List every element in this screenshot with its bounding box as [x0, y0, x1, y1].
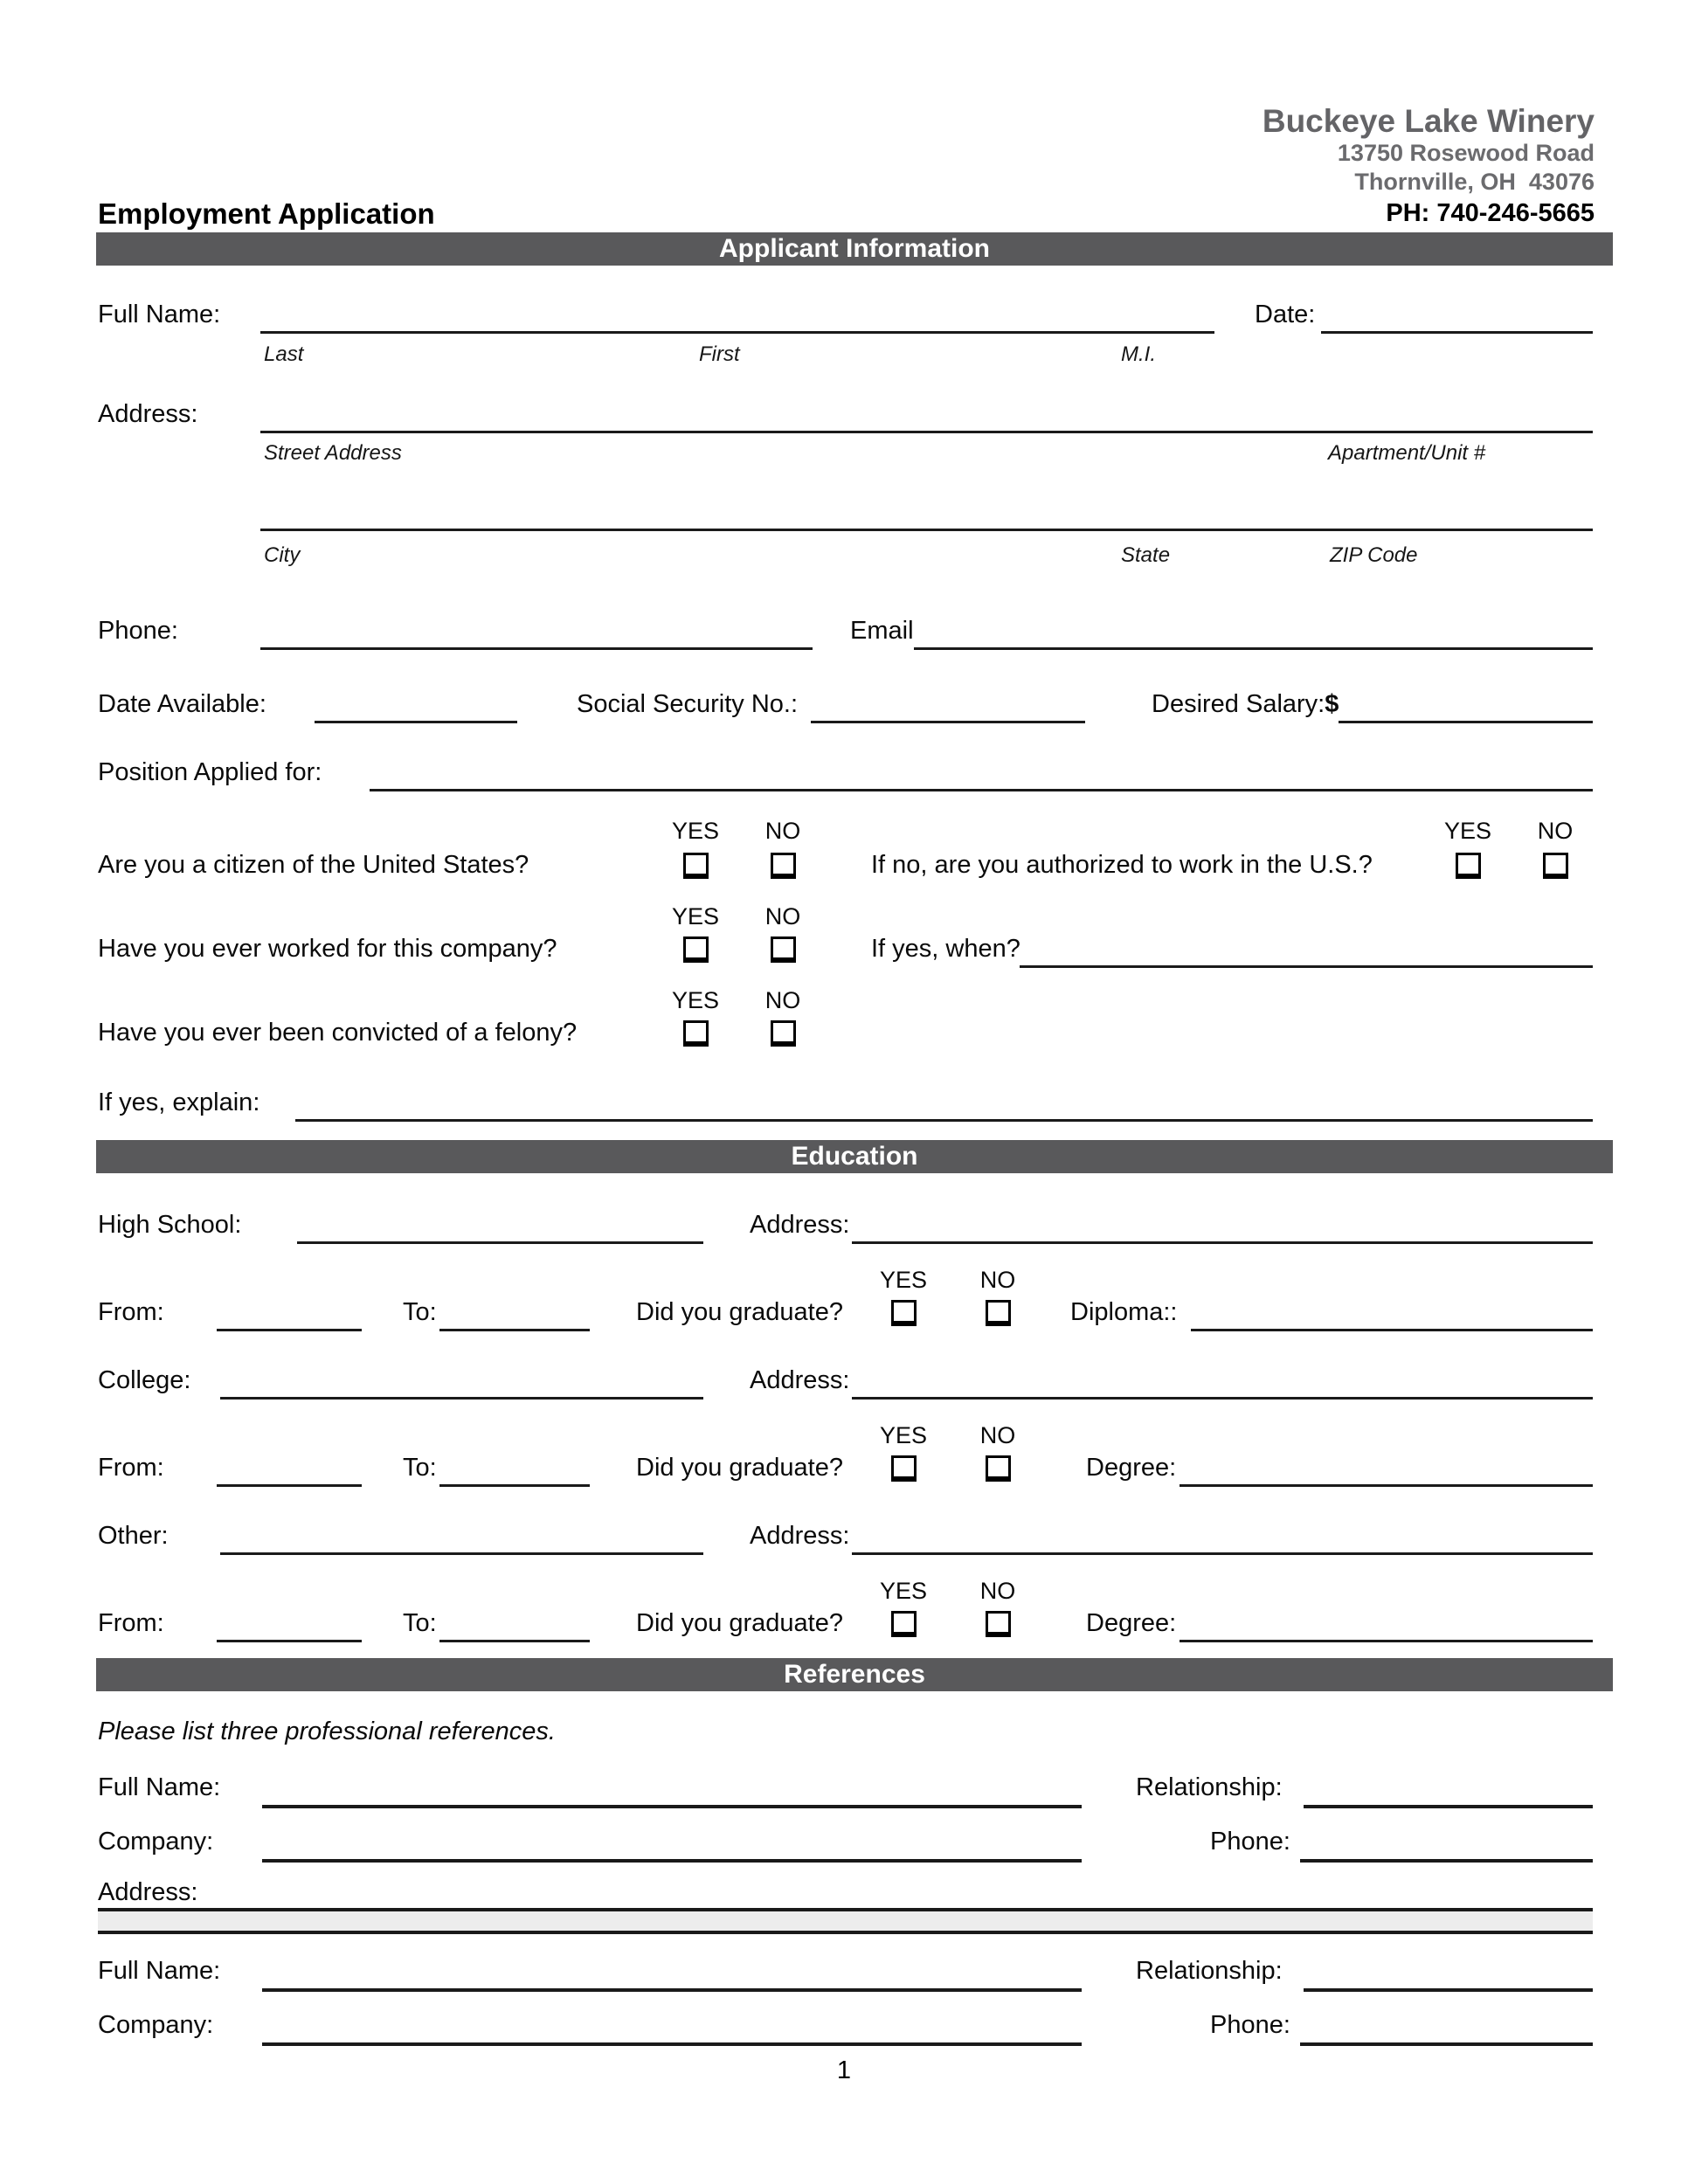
date-available-label: Date Available:	[98, 690, 266, 718]
hs-address-label: Address:	[750, 1211, 850, 1239]
date-available-line[interactable]	[315, 721, 517, 723]
citizen-yes-label: YES	[671, 818, 720, 844]
felony-no-label: NO	[764, 987, 801, 1013]
college-address-label: Address:	[750, 1366, 850, 1394]
state-label: State	[1121, 543, 1171, 567]
worked-question: Have you ever worked for this company?	[98, 935, 557, 963]
diploma-label: Diploma::	[1070, 1298, 1178, 1326]
other-to-line[interactable]	[439, 1640, 590, 1642]
desired-salary-text: Desired Salary:	[1152, 690, 1325, 718]
high-school-label: High School:	[98, 1211, 242, 1239]
checkbox-hs-graduate-no[interactable]	[986, 1300, 1011, 1326]
company-address-line1: 13750 Rosewood Road	[1337, 140, 1595, 166]
section-bar-references: References	[96, 1658, 1613, 1691]
page-number: 1	[836, 2056, 852, 2084]
full-name-line[interactable]	[260, 331, 1214, 334]
full-name-label: Full Name:	[98, 301, 221, 328]
college-to-label: To:	[403, 1454, 437, 1482]
hs-address-line[interactable]	[852, 1241, 1593, 1244]
form-title: Employment Application	[98, 197, 435, 230]
checkbox-authorized-no[interactable]	[1543, 853, 1568, 879]
hs-graduate-yes-label: YES	[879, 1267, 928, 1293]
ref2-company-label: Company:	[98, 2011, 214, 2039]
checkbox-other-graduate-yes[interactable]	[891, 1611, 917, 1637]
explain-label: If yes, explain:	[98, 1089, 260, 1116]
ref2-relationship-line[interactable]	[1304, 1988, 1593, 1992]
citizen-question: Are you a citizen of the United States?	[98, 851, 529, 879]
ref1-full-name-label: Full Name:	[98, 1773, 221, 1801]
ref1-company-line[interactable]	[262, 1859, 1082, 1863]
checkbox-felony-yes[interactable]	[683, 1020, 709, 1047]
ref1-relationship-label: Relationship:	[1136, 1773, 1283, 1801]
ref2-phone-label: Phone:	[1210, 2011, 1290, 2039]
ref1-address-label: Address:	[98, 1878, 198, 1906]
date-label: Date:	[1255, 301, 1316, 328]
hs-from-label: From:	[98, 1298, 164, 1326]
felony-yes-label: YES	[671, 987, 720, 1013]
other-from-label: From:	[98, 1609, 164, 1637]
checkbox-worked-no[interactable]	[771, 936, 796, 963]
other-graduate-question: Did you graduate?	[636, 1609, 843, 1637]
college-graduate-yes-label: YES	[879, 1422, 928, 1448]
city-label: City	[264, 543, 301, 567]
hs-from-line[interactable]	[217, 1329, 362, 1331]
college-degree-label: Degree:	[1086, 1454, 1177, 1482]
zip-code-label: ZIP Code	[1330, 543, 1418, 567]
ref2-relationship-label: Relationship:	[1136, 1957, 1283, 1985]
college-address-line[interactable]	[852, 1397, 1593, 1400]
college-line[interactable]	[220, 1397, 703, 1400]
apartment-unit-label: Apartment/Unit #	[1328, 441, 1486, 465]
phone-label: Phone:	[98, 617, 178, 645]
worked-no-label: NO	[764, 903, 801, 930]
references-intro: Please list three professional references.	[98, 1717, 556, 1745]
ssn-line[interactable]	[811, 721, 1085, 723]
checkbox-authorized-yes[interactable]	[1456, 853, 1481, 879]
checkbox-hs-graduate-yes[interactable]	[891, 1300, 917, 1326]
date-line[interactable]	[1321, 331, 1593, 334]
authorized-yes-label: YES	[1443, 818, 1492, 844]
felony-question: Have you ever been convicted of a felony?	[98, 1019, 578, 1047]
ref2-full-name-label: Full Name:	[98, 1957, 221, 1985]
college-from-line[interactable]	[217, 1484, 362, 1487]
when-line[interactable]	[1020, 965, 1593, 968]
other-line[interactable]	[220, 1552, 703, 1555]
ref1-full-name-line[interactable]	[262, 1805, 1082, 1808]
desired-salary-label	[1152, 690, 1339, 719]
other-to-label: To:	[403, 1609, 437, 1637]
hs-graduate-no-label: NO	[979, 1267, 1016, 1293]
ref2-phone-line[interactable]	[1300, 2042, 1593, 2046]
ref2-company-line[interactable]	[262, 2042, 1082, 2046]
mi-label: M.I.	[1121, 342, 1156, 366]
ref1-address-line-bottom[interactable]	[98, 1931, 1593, 1934]
position-applied-label: Position Applied for:	[98, 758, 322, 786]
checkbox-citizen-yes[interactable]	[683, 853, 709, 879]
other-graduate-yes-label: YES	[879, 1578, 928, 1604]
other-graduate-no-label: NO	[979, 1578, 1016, 1604]
section-bar-applicant-information: Applicant Information	[96, 232, 1613, 266]
college-graduate-question: Did you graduate?	[636, 1454, 843, 1482]
checkbox-college-graduate-yes[interactable]	[891, 1455, 917, 1482]
college-from-label: From:	[98, 1454, 164, 1482]
company-phone: PH: 740-246-5665	[1386, 199, 1595, 227]
ref1-relationship-line[interactable]	[1304, 1805, 1593, 1808]
position-applied-line[interactable]	[370, 789, 1593, 791]
hs-graduate-question: Did you graduate?	[636, 1298, 843, 1326]
other-label: Other:	[98, 1522, 169, 1550]
ref2-full-name-line[interactable]	[262, 1988, 1082, 1992]
high-school-line[interactable]	[297, 1241, 703, 1244]
authorized-question: If no, are you authorized to work in the U.S.?	[871, 851, 1373, 879]
checkbox-other-graduate-no[interactable]	[986, 1611, 1011, 1637]
address-label: Address:	[98, 400, 198, 428]
other-degree-label: Degree:	[1086, 1609, 1177, 1637]
desired-salary-line[interactable]	[1339, 721, 1593, 723]
college-degree-line[interactable]	[1180, 1484, 1593, 1487]
worked-yes-label: YES	[671, 903, 720, 930]
other-address-label: Address:	[750, 1522, 850, 1550]
checkbox-felony-no[interactable]	[771, 1020, 796, 1047]
hs-to-line[interactable]	[439, 1329, 590, 1331]
last-label: Last	[264, 342, 304, 366]
explain-line[interactable]	[295, 1119, 1593, 1122]
diploma-line[interactable]	[1191, 1329, 1593, 1331]
college-to-line[interactable]	[439, 1484, 590, 1487]
other-address-line[interactable]	[852, 1552, 1593, 1555]
ssn-label: Social Security No.:	[577, 690, 799, 718]
section-bar-education: Education	[96, 1140, 1613, 1173]
checkbox-college-graduate-no[interactable]	[986, 1455, 1011, 1482]
phone-line[interactable]	[260, 647, 813, 650]
checkbox-worked-yes[interactable]	[683, 936, 709, 963]
first-label: First	[699, 342, 740, 366]
ref1-address-band	[98, 1911, 1593, 1931]
ref1-phone-label: Phone:	[1210, 1828, 1290, 1856]
company-name: Buckeye Lake Winery	[1262, 103, 1595, 139]
when-label: If yes, when?	[871, 935, 1020, 963]
checkbox-citizen-no[interactable]	[771, 853, 796, 879]
company-address-line2: Thornville, OH 43076	[1354, 169, 1595, 195]
dollar-sign: $	[1325, 690, 1339, 718]
street-address-label: Street Address	[264, 441, 402, 465]
ref1-phone-line[interactable]	[1300, 1859, 1593, 1863]
street-address-line[interactable]	[260, 431, 1593, 433]
other-from-line[interactable]	[217, 1640, 362, 1642]
email-line[interactable]	[914, 647, 1593, 650]
ref1-company-label: Company:	[98, 1828, 214, 1856]
other-degree-line[interactable]	[1180, 1640, 1593, 1642]
city-state-zip-line[interactable]	[260, 529, 1593, 531]
hs-to-label: To:	[403, 1298, 437, 1326]
email-label: Email	[850, 617, 914, 645]
college-label: College:	[98, 1366, 191, 1394]
college-graduate-no-label: NO	[979, 1422, 1016, 1448]
authorized-no-label: NO	[1537, 818, 1574, 844]
citizen-no-label: NO	[764, 818, 801, 844]
